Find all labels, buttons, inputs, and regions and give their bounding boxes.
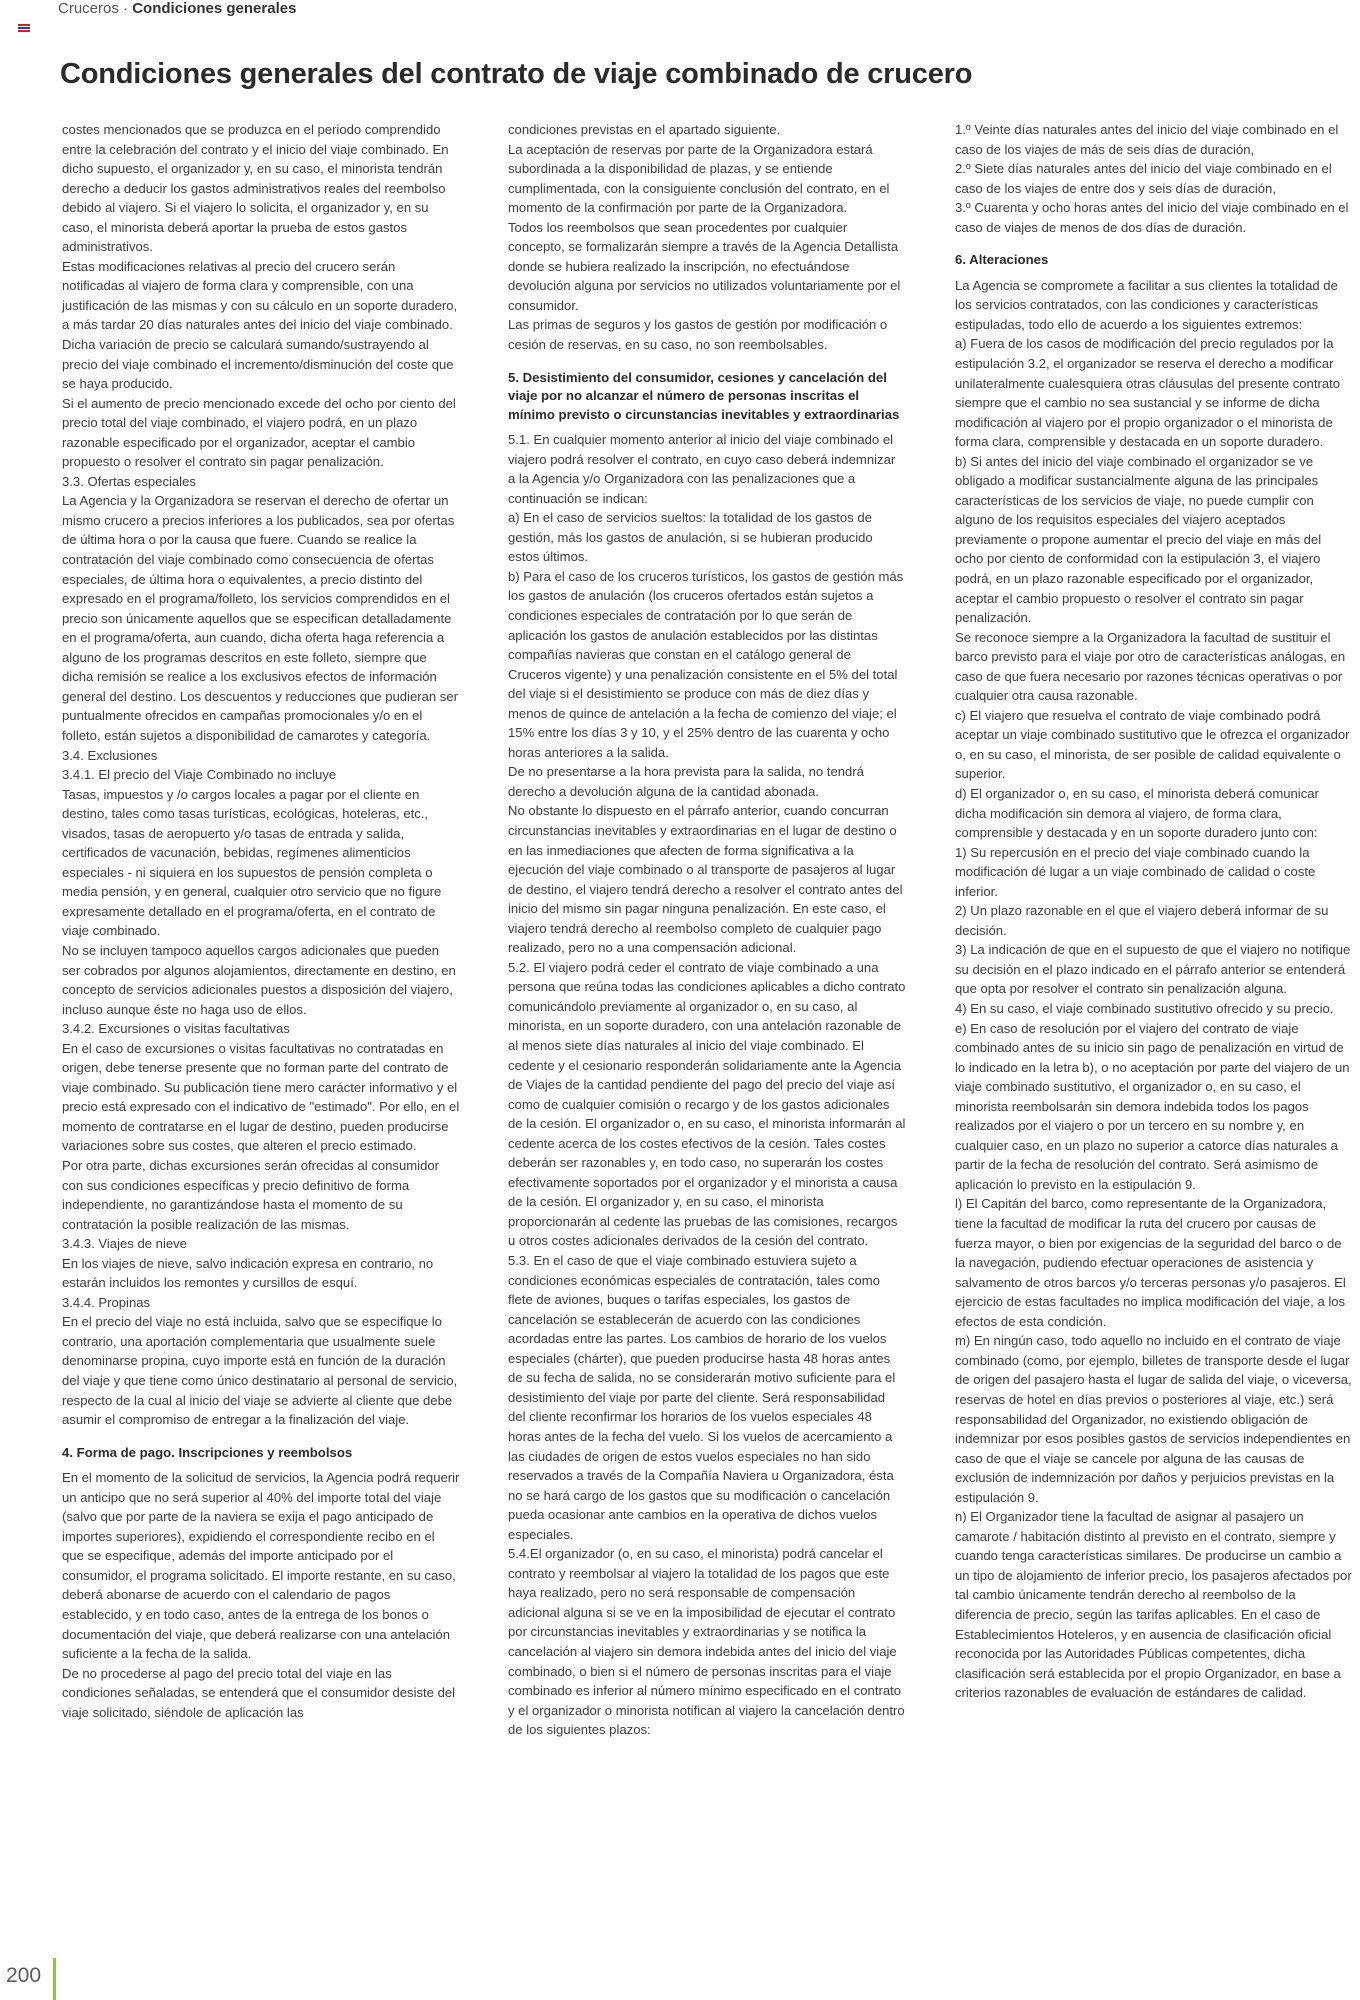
paragraph: 3.4.4. Propinas (62, 1294, 151, 1310)
paragraph: a) En el caso de servicios sueltos: la totalidad de los gastos de gestión, más los gastos de anulación, si se hubieran producido estos últimos. (508, 510, 873, 565)
page-number-accent-bar (53, 1958, 56, 2000)
paragraph: No obstante lo dispuesto en el párrafo anterior, cuando concurran circunstancias inevitables y extraordinarias en el lugar de destino o en las inmediaciones que afecten de forma significativa a la ejecución del viaje combinado o al transporte de pasajeros al lugar de destino, el viajero tendrá derecho a resolver el contrato antes del inicio del mismo sin pagar ninguna penalización. En este caso, el viajero tendrá derecho al reembolso completo de cualquier pago realizado, pero no a una compensación adicional. (508, 803, 903, 956)
paragraph: De no presentarse a la hora prevista para la salida, no tendrá derecho a devolución alguna de la cantidad abonada. (508, 764, 864, 799)
section-heading: 6. Alteraciones (955, 252, 1049, 268)
paragraph: m) En ningún caso, todo aquello no incluido en el contrato de viaje combinado (como, por ejemplo, billetes de transporte desde el lugar de origen del pasajero hasta el lugar de salida del viaje, o viceversa, reservas de hotel en días previos o posteriores al viaje, etc.) será responsabilidad del Organizador, no existiendo obligación de indemnizar por esos posibles gastos de servicios independientes en caso de que el viaje se cancele por alguna de las causas de exclusión de indemnización por daños y perjuicios previstas en la estipulación 9. (955, 1333, 1352, 1505)
paragraph: b) Para el caso de los cruceros turísticos, los gastos de gestión más los gastos de anulación (los cruceros ofertados están sujetos a condiciones especiales de contratación por lo que serán de aplicación los gastos de anulación establecidos por las distintas compañías navieras que constan en el catálogo general de Cruceros vigente) y una penalización consistente en el 5% del total del viaje si el desistimiento se produce con más de diez días y menos de quince de antelación a la fecha de comienzo del viaje; el 15% entre los días 3 y 10, y el 25% dentro de las cuarenta y ocho horas anteriores a la salida. (508, 568, 904, 760)
paragraph: 4) En su caso, el viaje combinado sustitutivo ofrecido y su precio. (955, 1001, 1334, 1017)
paragraph: 5.3. En el caso de que el viaje combinado estuviera sujeto a condiciones económicas especiales de contratación, tales como flete de aviones, buques o tarifas especiales, los gastos de cancelación se establecerán de acuerdo con las condiciones acordadas entre las partes. Los cambios de horario de los vuelos especiales (chárter), que pueden producirse hasta 48 horas antes de su fecha de salida, no se considerarán motivo suficiente para el desistimiento del viaje por parte del cliente. Será responsabilidad del cliente reconfirmar los horarios de los vuelos especiales 48 horas antes de la fecha del vuelo. Si los vuelos de acercamiento a las ciudades de origen de estos vuelos especiales no han sido reservados a través de la Compañía Naviera u Organizadora, ésta no se hará cargo de los gastos que su modificación o cancelación pueda ocasionar ante cambios en la operativa de dichos vuelos especiales. (508, 1253, 896, 1542)
page-title: Condiciones generales del contrato de viaje combinado de crucero (60, 58, 973, 90)
paragraph: 3.3. Ofertas especiales (62, 473, 196, 489)
paragraph: costes mencionados que se produzca en el periodo comprendido entre la celebración del contrato y el inicio del viaje combinado. En dicho supuesto, el organizador y, en su caso, el minorista tendrán derecho a deducir los gastos administrativos reales del reembolso debido al viajero. Si el viajero lo solicita, el organizador y, en su caso, el minorista deberá aportar la prueba de estos gastos administrativos. (62, 122, 449, 255)
paragraph: 2.º Siete días naturales antes del inicio del viaje combinado en el caso de los viajes de entre dos y seis días de duración, (955, 161, 1332, 196)
paragraph: c) El viajero que resuelva el contrato de viaje combinado podrá aceptar un viaje combinado sustitutivo que le ofrezca el organizador o, en su caso, el minorista, de ser posible de calidad equivalente o superior. (955, 707, 1350, 782)
paragraph: La Agencia se compromete a facilitar a sus clientes la totalidad de los servicios contratados, con las condiciones y características estipuladas, todo ello de acuerdo a los siguientes extremos: (955, 277, 1338, 332)
breadcrumb (58, 0, 296, 17)
paragraph: b) Si antes del inicio del viaje combinado el organizador se ve obligado a modificar sustancialmente alguna de las principales características de los servicios de viaje, no puede cumplir con alguno de los requisitos especiales del viajero aceptados previamente o propone aumentar el precio del viaje en más del ocho por ciento de conformidad con la estipulación 3, el viajero podrá, en un plazo razonable especificado por el organizador, aceptar el cambio propuesto o resolver el contrato sin pagar penalización. (955, 453, 1322, 626)
paragraph: 3.4. Exclusiones (62, 747, 158, 763)
paragraph: Si el aumento de precio mencionado excede del ocho por ciento del precio total del viaje combinado, el viajero podrá, en un plazo razonable especificado por el organizador, aceptar el cambio propuesto o resolver el contrato sin pagar penalización. (62, 395, 456, 470)
text-column-3 (955, 120, 1353, 1703)
paragraph: De no procederse al pago del precio total del viaje en las condiciones señaladas, se entenderá que el consumidor desiste del viaje solicitado, siéndole de aplicación las (62, 1665, 456, 1720)
paragraph: 3.º Cuarenta y ocho horas antes del inicio del viaje combinado en el caso de viajes de menos de dos días de duración. (955, 200, 1349, 235)
paragraph: condiciones previstas en el apartado siguiente. (508, 122, 781, 137)
paragraph: 3.4.2. Excursiones o visitas facultativas (62, 1021, 290, 1037)
paragraph: La Agencia y la Organizadora se reservan el derecho de ofertar un mismo crucero a precios inferiores a los publicados, sea por ofertas de última hora o por la causa que fuere. Cuando se realice la contratación del viaje combinado como consecuencia de ofertas especiales, de última hora o equivalentes, a precio distinto del expresado en el programa/folleto, los servicios comprendidos en el precio son únicamente aquellos que se especifican detalladamente en el programa/oferta, aun cuando, dicha oferta haga referencia a alguno de los programas descritos en este folleto, siempre que dicha remisión se realice a los exclusivos efectos de información general del destino. Los descuentos y reducciones que pudieran ser puntualmente ofrecidos en campañas promocionales y/o en el folleto, están sujetos a disponibilidad de camarotes y categoría. (62, 493, 458, 743)
paragraph: 3.4.1. El precio del Viaje Combinado no incluye (62, 767, 337, 783)
paragraph: n) El Organizador tiene la facultad de asignar al pasajero un camarote / habitación distinto al previsto en el contrato, siempre y cuando tenga características similares. De producirse un cambio a un tipo de alojamiento de inferior precio, los pasajeros afectados por tal cambio únicamente tendrán derecho al reembolso de la diferencia de precio, según las tarifas aplicables. En el caso de Establecimientos Hoteleros, y en ausencia de clasificación oficial reconocida por las Autoridades Públicas competentes, dicha clasificación será establecida por el propio Organizador, en base a criterios razonables de evaluación de estándares de calidad. (955, 1509, 1352, 1701)
text-column-1 (62, 120, 460, 1722)
text-column-2 (508, 120, 906, 1740)
breadcrumb-separator: · (118, 0, 133, 17)
paragraph: En el caso de excursiones o visitas facultativas no contratadas en origen, debe tenerse presente que no forman parte del contrato de viaje combinado. Su publicación tiene mero carácter informativo y el precio está expresado con el indicativo de "estimado". Por ello, en el momento de contratarse en el lugar de destino, pueden producirse variaciones sobre sus costes, que alteren el precio estimado. (62, 1040, 460, 1154)
paragraph: 5.4.El organizador (o, en su caso, el minorista) podrá cancelar el contrato y reembolsar al viajero la totalidad de los pagos que este haya realizado, pero no será responsable de compensación adicional alguna si se ve en la imposibilidad de ejecutar el contrato por circunstancias inevitables y extraordinarias y se notifica la cancelación al viajero sin demora indebida antes del inicio del viaje combinado, o bien si el número de personas inscritas para el viaje combinado es inferior al número mínimo especificado en el contrato y el organizador o minorista notifican al viajero la cancelación dentro de los siguientes plazos: (508, 1546, 905, 1738)
paragraph: En los viajes de nieve, salvo indicación expresa en contrario, no estarán incluidos los remontes y cursillos de esquí. (62, 1255, 434, 1291)
paragraph: Se reconoce siempre a la Organizadora la facultad de sustituir el barco previsto para el viaje por otro de características análogas, en caso de que fuera necesario por razones técnicas operativas o por cualquier otra causa razonable. (955, 629, 1346, 704)
paragraph: Por otra parte, dichas excursiones serán ofrecidas al consumidor con sus condiciones específicas y precio definitivo de forma independiente, no garantizándose hasta el momento de su contratación la posible realización de las mismas. (62, 1157, 439, 1232)
spain-flag-icon (18, 24, 30, 32)
paragraph: 1.º Veinte días naturales antes del inicio del viaje combinado en el caso de los viajes de más de seis días de duración, (955, 122, 1339, 157)
paragraph: Estas modificaciones relativas al precio del crucero serán notificadas al viajero de forma clara y comprensible, con una justificación de las mismas y con su cálculo en un soporte duradero, a más tardar 20 días naturales antes del inicio del viaje combinado. Dicha variación de precio se calculará sumando/sustrayendo al precio del viaje combinado el incremento/disminución del coste que se haya producido. (62, 258, 458, 392)
paragraph: a) Fuera de los casos de modificación del precio regulados por la estipulación 3.2, el organizador se reserva el derecho a modificar unilateralmente cualesquiera otras cláusulas del presente contrato siempre que el cambio no sea sustancial y se informe de dicha modificación al viajero por el propio organizador o el minorista de forma clara, comprensible y destacada en un soporte duradero. (955, 336, 1341, 450)
paragraph: En el momento de la solicitud de servicios, la Agencia podrá requerir un anticipo que no será superior al 40% del importe total del viaje (salvo que por parte de la naviera se exija el pago anticipado de importes superiores), expidiendo el correspondiente recibo en el que se especifique, además del importe anticipado por el consumidor, el programa solicitado. El importe restante, en su caso, deberá abonarse de acuerdo con el calendario de pagos establecido, y en todo caso, antes de la entrega de los bonos o documentación del viaje, que deberá realizarse con una antelación suficiente a la fecha de la salida. (62, 1470, 460, 1662)
paragraph: 3) La indicación de que en el supuesto de que el viajero no notifique su decisión en el plazo indicado en el párrafo anterior se entenderá que opta por resolver el contrato sin penalización alguna. (955, 942, 1351, 997)
paragraph: Tasas, impuestos y /o cargos locales a pagar por el cliente en destino, tales como tasas turísticas, ecológicas, hoteleras, etc., visados, tasas de aeropuerto y/o tasas de entrada y salida, certificados de vacunación, bebidas, regímenes alimenticios especiales - ni siquiera en los supuestos de pensión completa o media pensión, y en general, cualquier otro servicio que no figure expresamente detallado en el programa/oferta, en el contrato de viaje combinado. (62, 786, 442, 939)
paragraph: La aceptación de reservas por parte de la Organizadora estará subordinada a la disponibilidad de plazas, y se entiende cumplimentada, con la consiguiente conclusión del contrato, en el momento de la confirmación por parte de la Organizadora. (508, 141, 890, 216)
paragraph: En el precio del viaje no está incluida, salvo que se especifique lo contrario, una aportación complementaria que usualmente suele denominarse propina, cuyo importe está en función de la duración del viaje y que tiene como único destinatario al personal de servicio, respecto de la cual al inicio del viaje se advierte al cliente que debe asumir el compromiso de entregar a la finalización del viaje. (62, 1314, 458, 1428)
paragraph: Las primas de seguros y los gastos de gestión por modificación o cesión de reservas, en su caso, no son reembolsables. (508, 317, 888, 353)
paragraph: 2) Un plazo razonable en el que el viajero deberá informar de su decisión. (955, 903, 1329, 938)
breadcrumb-current: Condiciones generales (132, 0, 297, 17)
paragraph: 1) Su repercusión en el precio del viaje combinado cuando la modificación dé lugar a un viaje combinado de calidad o coste inferior. (955, 844, 1316, 899)
paragraph: Todos los reembolsos que sean procedentes por cualquier concepto, se formalizarán siempre a través de la Agencia Detallista donde se hubiera realizado la inscripción, no efectuándose devolución alguna por servicios no utilizados voluntariamente por el consumidor. (508, 219, 901, 313)
paragraph: l) El Capitán del barco, como representante de la Organizadora, tiene la facultad de modificar la ruta del crucero por causas de fuerza mayor, o bien por exigencias de la seguridad del barco o de la navegación, pudiendo efectuar operaciones de asistencia y salvamento de otros barcos y/o terceras personas y/o pasajeros. El ejercicio de estas facultades no implica modificación del viaje, a los efectos de esta condición. (955, 1196, 1346, 1329)
paragraph: 5.2. El viajero podrá ceder el contrato de viaje combinado a una persona que reúna todas las condiciones aplicables a dicho contrato comunicándolo previamente al organizador o, en su caso, al minorista, en un soporte duradero, con una antelación razonable de al menos siete días naturales al inicio del viaje combinado. El cedente y el cesionario responderán solidariamente ante la Agencia de Viajes de la cantidad pendiente del pago del precio del viaje así como de cualquier comisión o recargo y de los gastos adicionales de la cesión. El organizador o, en su caso, el minorista informarán al cedente acerca de los costes efectivos de la cesión. Tales costes deberán ser razonables y, en todo caso, no superarán los costes efectivamente soportados por el organizador y el minorista a causa de la cesión. El organizador y, en su caso, el minorista proporcionarán al cedente las pruebas de las comisiones, recargos u otros costes adicionales derivados de la cesión del contrato. (508, 959, 906, 1249)
section-heading: 5. Desistimiento del consumidor, cesiones y cancelación del viaje por no alcanzar el número de personas inscritas el mínimo previsto o circunstancias inevitables y extraordinarias (508, 369, 900, 422)
page-number: 200 (6, 1964, 42, 1987)
paragraph: e) En caso de resolución por el viajero del contrato de viaje combinado antes de su inicio sin pago de penalización en virtud de lo indicado en la letra b), o no aceptación por parte del viajero de un viaje combinado sustitutivo, el organizador o, en su caso, el minorista reembolsarán sin demora indebida todos los pagos realizados por el viajero o por un tercero en su nombre y, en cualquier caso, en un plazo no superior a catorce días naturales a partir de la fecha de resolución del contrato. Será asimismo de aplicación lo previsto en la estipulación 9. (955, 1020, 1350, 1192)
paragraph: 5.1. En cualquier momento anterior al inicio del viaje combinado el viajero podrá resolver el contrato, en cuyo caso deberá indemnizar a la Agencia y/o Organizadora con las penalizaciones que a continuación se indican: (508, 432, 896, 506)
paragraph: d) El organizador o, en su caso, el minorista deberá comunicar dicha modificación sin demora al viajero, de forma clara, comprensible y destacada y en un soporte duradero junto con: (955, 786, 1319, 841)
paragraph: No se incluyen tampoco aquellos cargos adicionales que pueden ser cobrados por algunos alojamientos, directamente en destino, en concepto de servicios adicionales puestos a disposición del viajero, incluso aunque éste no haga uso de ellos. (62, 942, 456, 1017)
breadcrumb-section: Cruceros (58, 0, 119, 17)
paragraph: 3.4.3. Viajes de nieve (62, 1236, 187, 1252)
section-heading: 4. Forma de pago. Inscripciones y reembolsos (62, 1444, 353, 1460)
